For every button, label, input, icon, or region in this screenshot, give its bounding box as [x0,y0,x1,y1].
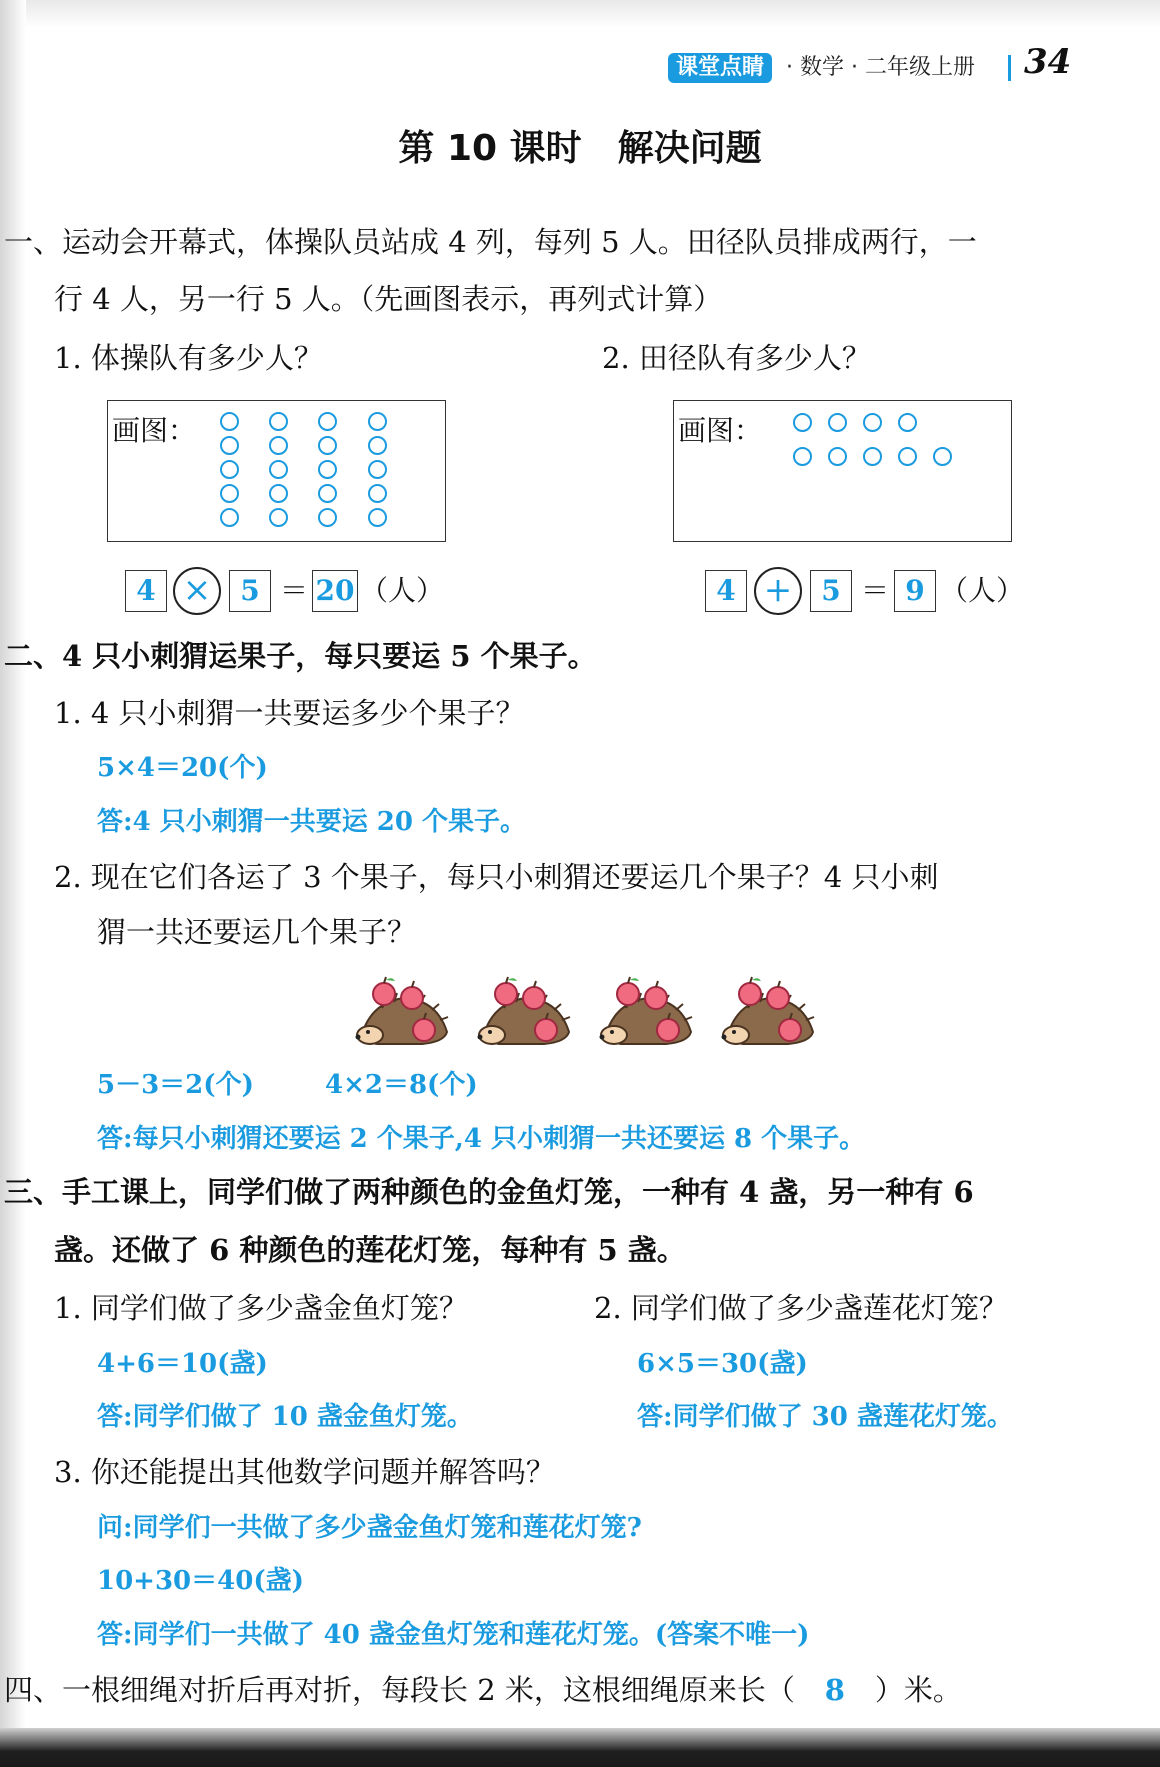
q3-line2: 盏。还做了 6 种颜色的莲花灯笼，每种有 5 盏。 [54,1233,686,1267]
circle-mark [898,413,917,432]
circle-mark [368,484,387,503]
circle-mark [220,460,239,479]
q1-sub1: 1. 体操队有多少人？ [54,341,323,375]
eq1-result: 20 [312,570,358,612]
eq2-result: 9 [894,570,936,612]
q4-line [4,1670,962,1710]
circle-mark [269,484,288,503]
q3-sub3-question: 问:同学们一共做了多少盏金鱼灯笼和莲花灯笼? [97,1513,642,1543]
circle-mark [793,447,812,466]
hedgehog-with-apples-icon [718,972,818,1052]
q3-sub3: 3. 你还能提出其他数学问题并解答吗？ [54,1455,555,1489]
q3-sub3-answer: 答:同学们一共做了 40 盏金鱼灯笼和莲花灯笼。(答案不唯一) [97,1620,810,1650]
circle-mark [269,436,288,455]
circle-mark [828,413,847,432]
circle-mark [828,447,847,466]
circle-mark [318,508,337,527]
q2-sub1-calc: 5×4＝20(个) [97,753,268,783]
draw-label: 画图： [112,414,197,447]
circle-mark [269,412,288,431]
circle-mark [220,508,239,527]
circle-mark [318,460,337,479]
header-divider [1008,55,1011,81]
hedgehog-with-apples-icon [596,972,696,1052]
hedgehog-with-apples-icon [352,972,452,1052]
draw-box-gymnastics [107,400,446,542]
q3-sub1-answer: 答:同学们做了 10 盏金鱼灯笼。 [97,1402,473,1432]
q2-sub2-calc2: 4×2＝8(个) [325,1070,478,1100]
circle-mark [269,460,288,479]
page-top-shadow [0,0,1160,28]
q4-answer: 8 [824,1673,845,1707]
circle-mark [793,413,812,432]
draw-box-track [673,400,1012,542]
q1-line1: 一、运动会开幕式，体操队员站成 4 列，每列 5 人。田径队员排成两行，一 [4,225,977,259]
eq2-unit: （人） [940,574,1025,607]
draw-label: 画图： [678,414,763,447]
circle-mark [368,436,387,455]
q2-sub2-answer: 答:每只小刺猬还要运 2 个果子,4 只小刺猬一共还要运 8 个果子。 [97,1124,866,1154]
q2-sub2-line1: 2. 现在它们各运了 3 个果子，每只小刺猬还要运几个果子？4 只小刺 [54,860,939,894]
q2-sub2-line2: 猬一共还要运几个果子？ [97,915,417,949]
circle-mark [368,460,387,479]
circle-mark [368,412,387,431]
eq1-operator: × [173,567,221,615]
page-number: 34 [1024,42,1072,82]
circle-mark [368,508,387,527]
q4-text-after: ）米。 [874,1673,962,1707]
q3-sub2: 2. 同学们做了多少盏莲花灯笼？ [594,1291,1008,1325]
circle-mark [318,436,337,455]
q2-line1: 二、4 只小刺猬运果子，每只要运 5 个果子。 [4,639,597,673]
q1-line2: 行 4 人，另一行 5 人。（先画图表示，再列式计算） [54,282,723,316]
circle-mark [318,484,337,503]
eq2-operator: + [754,567,802,615]
q3-line1: 三、手工课上，同学们做了两种颜色的金鱼灯笼，一种有 4 盏，另一种有 6 [4,1175,974,1209]
circle-mark [269,508,288,527]
circle-mark [220,484,239,503]
q4-text-before: 四、一根细绳对折后再对折，每段长 2 米，这根细绳原来长（ [4,1673,795,1707]
header-subject: · 数学 · 二年级上册 [786,55,975,80]
circle-mark [933,447,952,466]
q3-sub1-calc: 4+6＝10(盏) [97,1349,268,1379]
eq2-operand-a: 4 [705,570,747,612]
circle-mark [220,436,239,455]
q3-sub1: 1. 同学们做了多少盏金鱼灯笼？ [54,1291,468,1325]
eq2-operand-b: 5 [810,570,852,612]
q3-sub2-answer: 答:同学们做了 30 盏莲花灯笼。 [637,1402,1013,1432]
circle-mark [863,447,882,466]
q2-sub2-calc1: 5－3＝2(个) [97,1070,254,1100]
eq1-operand-a: 4 [125,570,167,612]
q3-sub2-calc: 6×5＝30(盏) [637,1349,808,1379]
page-title: 第 10 课时 解决问题 [398,128,762,169]
circle-mark [898,447,917,466]
hedgehog-with-apples-icon [474,972,574,1052]
page-bottom-edge [0,1728,1160,1767]
eq2-equals: ＝ [861,574,890,607]
eq1-operand-b: 5 [229,570,271,612]
q1-sub2: 2. 田径队有多少人？ [602,341,871,375]
eq1-unit: （人） [360,574,445,607]
circle-mark [863,413,882,432]
q2-sub1-answer: 答:4 只小刺猬一共要运 20 个果子。 [97,807,527,837]
circle-mark [318,412,337,431]
q2-sub1: 1. 4 只小刺猬一共要运多少个果子？ [54,696,525,730]
q3-sub3-calc: 10+30＝40(盏) [97,1566,304,1596]
eq1-equals: ＝ [280,574,309,607]
circle-mark [220,412,239,431]
brand-badge: 课堂点睛 [668,53,772,83]
